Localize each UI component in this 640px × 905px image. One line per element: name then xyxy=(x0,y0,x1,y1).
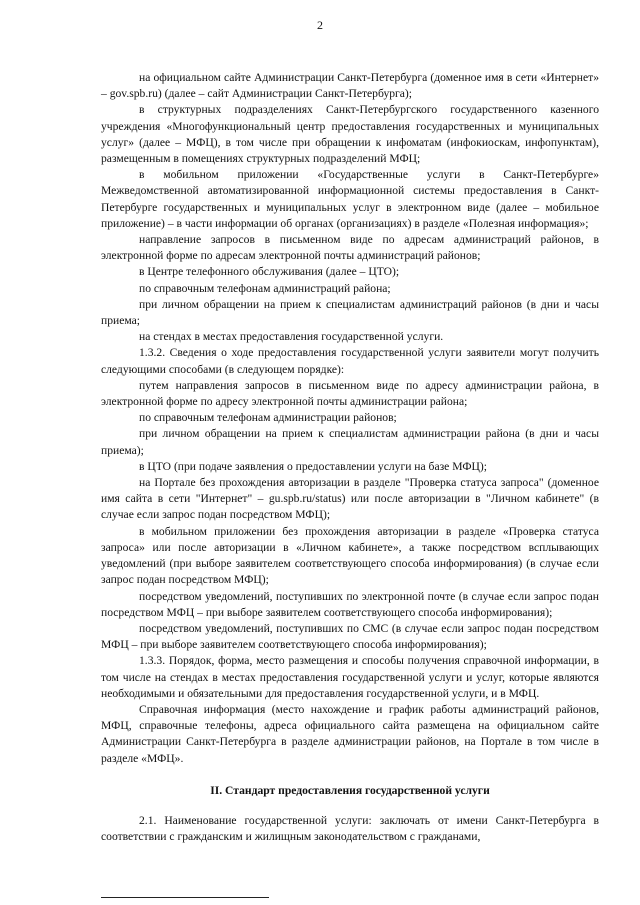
paragraph: на Портале без прохождения авторизации в разделе "Проверка статуса запроса" (доменное имя сайта в сети "Интернет" – gu.spb.ru/status) или после авторизации в "Личном кабинете" (в случае если запрос подан посредством МФЦ); xyxy=(101,476,599,522)
paragraph: Справочная информация (место нахождение и график работы администраций районов, МФЦ, справочные телефоны, адреса официального сайта размещена на официальном сайте Администрации Санкт-Петербурга в разделе администрации районов, на Портале в том числе в разделе «МФЦ». xyxy=(101,702,599,765)
paragraph: посредством уведомлений, поступивших по электронной почте (в случае если запрос подан посредством МФЦ – при выборе заявителем соответствующего способа информирования); xyxy=(101,589,599,619)
section-heading: II. Стандарт предоставления государственной услуги xyxy=(210,783,490,797)
paragraph: посредством уведомлений, поступивших по СМС (в случае если запрос подан посредством МФЦ – при выборе заявителем соответствующего способа информирования); xyxy=(101,621,599,652)
paragraph: 1.3.3. Порядок, форма, место размещения и способы получения справочной информации, в том числе на стендах в местах предоставления государственной услуги и услуг, которые являются необходимыми и обязательными для предоставления государственной услуги, и в МФЦ. xyxy=(101,654,599,700)
paragraph: в структурных подразделениях Санкт-Петербургского государственного казенного учреждения «Многофункциональный центр предоставления государственных и муниципальных услуг» (далее – МФЦ), в том числе при обращении к инфоматам (инфокиоскам, инфопунктам), размещенным в помещениях структурных подразделений МФЦ; xyxy=(101,103,599,166)
paragraph: в Центре телефонного обслуживания (далее – ЦТО); xyxy=(139,265,400,279)
paragraph: в ЦТО (при подаче заявления о предоставлении услуги на базе МФЦ); xyxy=(139,459,487,473)
paragraph: в мобильном приложении без прохождения авторизации в разделе «Проверка статуса запроса» или после авторизации в «Личном кабинете», а также посредством всплывающих уведомлений (при выборе заявителем соответствующего способа информирования) (в случае если запрос подан посредством МФЦ); xyxy=(101,524,599,587)
paragraph: по справочным телефонам администрации районов; xyxy=(139,411,397,425)
closing-paragraph: 2.1. Наименование государственной услуги: заключать от имени Санкт-Петербурга в соответствии с гражданским и жилищным законодательством с гражданами, xyxy=(101,813,599,844)
paragraph: направление запросов в письменном виде по адресам администраций районов, в электронной форме по адресам электронной почты администраций районов; xyxy=(101,233,599,263)
paragraph: путем направления запросов в письменном виде по адресу администрации района, в электронной форме по адресу электронной почты администрации района; xyxy=(101,378,599,409)
paragraph: в мобильном приложении «Государственные услуги в Санкт-Петербурге» Межведомственной автоматизированной информационной системы предоставления в Санкт-Петербурге государственных и муниципальных услуг в электронном виде (далее – мобильное приложение) – в части информации об органах (организациях) в разделе «Полезная информация»; xyxy=(101,168,599,230)
page-number: 2 xyxy=(317,18,323,32)
paragraph: при личном обращении на прием к специалистам администраций районов (в дни и часы приема; xyxy=(101,297,599,328)
paragraph: на официальном сайте Администрации Санкт-Петербурга (доменное имя в сети «Интернет» – gov.spb.ru) (далее – сайт Администрации Санкт-Петербурга); xyxy=(101,71,599,101)
paragraph: при личном обращении на прием к специалистам администрации района (в дни и часы приема); xyxy=(101,427,599,457)
paragraph: на стендах в местах предоставления государственной услуги. xyxy=(139,330,444,344)
paragraph: 1.3.2. Сведения о ходе предоставления государственной услуги заявители могут получить следующими способами (в следующем порядке): xyxy=(101,346,599,376)
paragraph: по справочным телефонам администраций района; xyxy=(139,281,391,295)
footnote-divider xyxy=(101,897,269,898)
document-body xyxy=(101,70,599,845)
